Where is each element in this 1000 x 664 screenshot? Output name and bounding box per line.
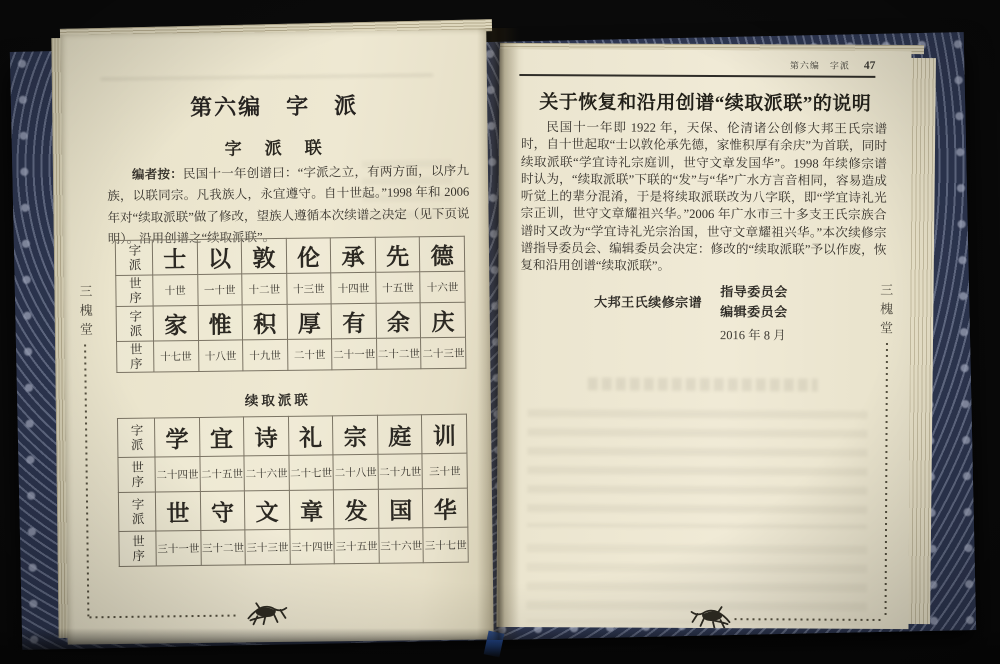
table-cell: 敦 — [241, 238, 286, 274]
notice-title: 关于恢复和沿用创谱“续取派联”的说明 — [539, 92, 872, 115]
show-through-rule — [101, 74, 433, 80]
table-cell: 章 — [289, 490, 334, 530]
chapter-title: 第六编 字 派 — [190, 92, 359, 121]
table-cell: 十七世 — [154, 340, 199, 372]
show-through-text — [527, 409, 868, 529]
table-cell: 十五世 — [376, 272, 421, 304]
signature-date: 2016 年 8 月 — [719, 328, 786, 343]
table-cell: 学 — [154, 417, 199, 457]
table-cell: 宗 — [333, 415, 378, 455]
table-row — [119, 527, 468, 566]
row-label: 世序 — [116, 275, 153, 306]
table-cell: 以 — [197, 239, 242, 275]
right-page — [496, 49, 911, 629]
editor-note-text: 民国十一年创谱曰：“字派之立，有两方面，以序九族，以联同宗。凡我族人，永宜遵守。自十世起。”1998 年和 2006 年对“续取派联”做了修改，望族人遵循本次续谱之决定（见下页说明）。沿用创谱之“续取派联”。 — [107, 163, 470, 247]
table-cell: 三十六世 — [379, 528, 424, 564]
table-cell: 十八世 — [198, 340, 243, 372]
table-cell: 三十世 — [422, 453, 467, 489]
hall-mark-right: 三槐堂 — [877, 282, 894, 340]
table-cell: 余 — [376, 303, 421, 339]
table-cell: 家 — [153, 305, 198, 341]
dotted-border-horizontal — [735, 618, 883, 621]
dotted-border-vertical — [84, 344, 89, 616]
table-cell: 先 — [375, 237, 420, 273]
table-cell: 厚 — [287, 304, 332, 340]
table-cell: 二十六世 — [244, 455, 289, 491]
table-cell: 世 — [155, 491, 200, 531]
table-cell: 礼 — [288, 416, 333, 456]
table-cell: 训 — [422, 414, 467, 454]
table-cell: 一十世 — [197, 274, 242, 306]
table-cell: 有 — [331, 303, 376, 339]
table-cell: 庆 — [420, 302, 465, 338]
table-cell: 十四世 — [331, 272, 376, 304]
table-cell: 二十一世 — [332, 338, 377, 370]
table-row — [117, 414, 466, 457]
table-row — [117, 337, 466, 372]
table-cell: 十九世 — [243, 339, 288, 371]
table-row — [118, 488, 467, 531]
table-cell: 二十世 — [287, 339, 332, 371]
left-page — [60, 29, 493, 644]
signature-committee-2: 编辑委员会 — [720, 304, 788, 320]
table-cell: 二十四世 — [155, 456, 200, 492]
table-cell: 承 — [331, 237, 376, 273]
row-label: 字派 — [116, 306, 153, 341]
table-row — [116, 302, 465, 341]
dotted-border-vertical — [885, 343, 888, 619]
table-cell: 二十五世 — [200, 456, 245, 492]
table-cell: 二十七世 — [289, 455, 334, 491]
dotted-border-horizontal — [89, 614, 239, 618]
table-cell: 三十五世 — [334, 528, 379, 564]
signature-committee-1: 指导委员会 — [720, 284, 788, 300]
table-row — [115, 236, 464, 275]
bookmark-ribbon — [484, 631, 505, 658]
table-cell: 十三世 — [286, 273, 331, 305]
table-cell: 伦 — [286, 238, 331, 274]
row-label: 字派 — [118, 492, 155, 531]
table-cell: 惟 — [198, 305, 243, 341]
page-number: 47 — [863, 59, 876, 72]
row-label: 字派 — [117, 418, 154, 457]
table-cell: 宜 — [199, 417, 244, 457]
table-cell: 诗 — [244, 416, 289, 456]
running-header — [519, 57, 875, 78]
table-cell: 十六世 — [420, 271, 465, 303]
running-header-text: 第六编 字派 — [789, 60, 850, 71]
signature-org: 大邦王氏续修宗谱 — [594, 294, 703, 310]
notice-body: 民国十一年即 1922 年，天保、伦清诸公创修大邦王氏宗谱时，自十世起取“士以敦伦承先德，家惟积厚有余庆”为首联，同时续取派联“学宜诗礼宗庭训，世守文章发国华”。1998 年续修宗谱时认为，“续取派联”下联的“发”与“华”广水方言音相同，容易造成听觉上的辈分混淆，于是将续取派联改为八字联，即“学宜诗礼光宗正训，世守文章耀祖兴华。”2006 年广水市三十多支王氏宗族合谱时又改为“学宜诗礼光宗治国，世守文章耀祖兴华。”本次续修宗谱指导委员会、编辑委员会决定：修改的“续取派联”予以作废，恢复和沿用创谱“续取派联”。 — [520, 120, 888, 274]
signature-block — [594, 281, 844, 343]
qilin-ornament-icon — [688, 605, 734, 629]
table-cell: 二十八世 — [333, 454, 378, 490]
table-cell: 三十一世 — [156, 530, 201, 566]
table-cell: 十世 — [153, 274, 198, 306]
table-cell: 二十九世 — [378, 454, 423, 490]
table-cell: 三十二世 — [200, 530, 245, 566]
table-row — [116, 271, 465, 306]
table-cell: 华 — [423, 488, 468, 528]
table-cell: 守 — [200, 491, 245, 531]
generation-table-1 — [115, 236, 467, 373]
row-label: 字派 — [115, 240, 152, 275]
table-cell: 德 — [420, 236, 465, 272]
section-title: 字 派 联 — [224, 138, 325, 159]
table-cell: 三十七世 — [423, 527, 468, 563]
table-cell: 文 — [245, 490, 290, 530]
qilin-ornament-icon — [243, 601, 289, 628]
table2-heading: 续取派联 — [244, 392, 311, 409]
row-label: 世序 — [119, 531, 156, 566]
table-cell: 士 — [152, 239, 197, 275]
table-cell: 十二世 — [242, 273, 287, 305]
table-cell: 三十四世 — [290, 529, 335, 565]
table-cell: 发 — [334, 489, 379, 529]
editor-note-label: 编者按： — [131, 167, 184, 182]
generation-table-2 — [117, 414, 469, 567]
table-row — [118, 453, 467, 492]
table-cell: 国 — [378, 489, 423, 529]
table-cell: 二十二世 — [376, 338, 421, 370]
hall-mark-left: 三槐堂 — [77, 284, 94, 342]
table-cell: 二十三世 — [421, 337, 466, 369]
show-through-heading — [588, 377, 818, 391]
table-cell: 庭 — [377, 415, 422, 455]
row-label: 世序 — [118, 457, 155, 492]
table-cell: 三十三世 — [245, 529, 290, 565]
table-cell: 积 — [242, 304, 287, 340]
row-label: 世序 — [117, 341, 154, 372]
